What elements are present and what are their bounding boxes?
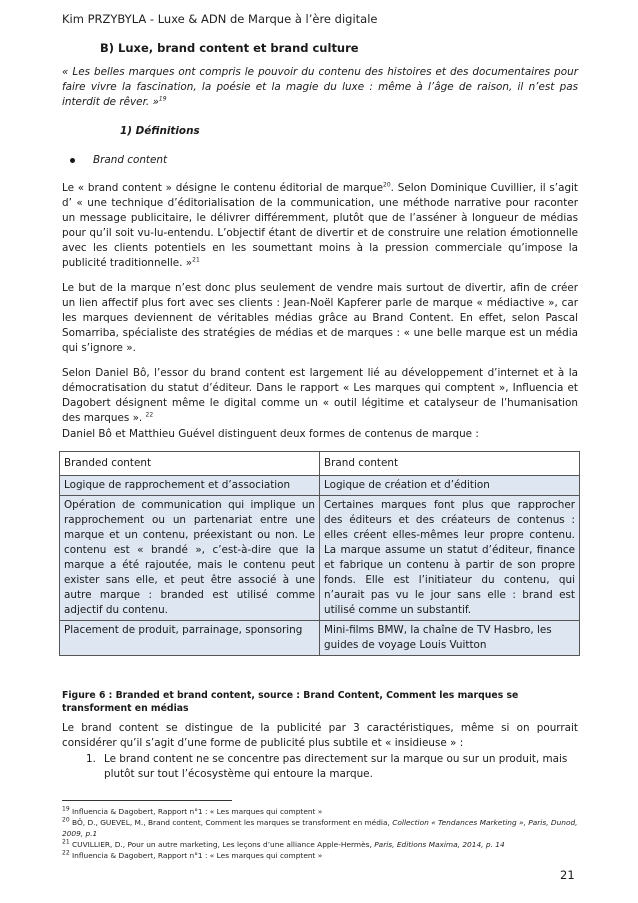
paragraph-definition xyxy=(62,181,578,271)
comparison-table xyxy=(59,451,580,656)
footnote-ref-19[interactable]: 19 xyxy=(158,95,167,103)
paragraph-characteristics: Le brand content se distingue de la publicité par 3 caractéristiques, même si on pourrait considérer qu’il s’agit d’une forme de publicité plus subtile et « insidieuse » : xyxy=(62,722,578,749)
footnote-19 xyxy=(62,806,578,817)
table-header-cell: Branded content xyxy=(60,452,320,476)
bullet-dot-icon xyxy=(70,158,75,163)
table-row xyxy=(60,621,580,656)
footnote-ref-22[interactable]: 22 xyxy=(145,411,154,419)
footnote-text: BÔ, D., GUEVEL, M., Brand content, Comment les marques se transforment en média, xyxy=(72,818,390,827)
figure-caption: Figure 6 : Branded et brand content, source : Brand Content, Comment les marques se transforment en médias xyxy=(62,690,519,714)
page-number: 21 xyxy=(560,868,575,882)
footnote-text: Influencia & Dagobert, Rapport n°1 : « Les marques qui comptent » xyxy=(72,851,323,860)
table-header-row xyxy=(60,452,580,476)
footnote-21 xyxy=(62,839,578,850)
table-cell: Certaines marques font plus que rapprocher des éditeurs et des créateurs de contenus : elles créent elles-mêmes leur propre contenu. La marque assume un statut d’éditeur, finance et fabrique un contenu à partir de son propre fonds. Elle est l’initiateur du contenu, qui n’aurait pas vu le jour sans elle : brand est utilisé comme un substantif. xyxy=(320,496,580,621)
footnote-divider xyxy=(62,800,232,801)
numbered-list xyxy=(62,752,578,782)
table-row xyxy=(60,476,580,496)
footnote-number: 20 xyxy=(62,816,70,824)
table-cell: Opération de communication qui implique un rapprochement ou un partenariat entre une marque et un contenu, préexistant ou non. Le contenu est « brandé », c’est-à-dire que la marque a été rajoutée, mais le contenu peut exister sans elle, et peut être associé à une autre marque : branded est utilisé comme adjectif du contenu. xyxy=(60,496,320,621)
footnotes xyxy=(62,806,578,861)
footnote-text: Influencia & Dagobert, Rapport n°1 : « Les marques qui comptent » xyxy=(72,807,323,816)
table-row xyxy=(60,496,580,621)
table-header-cell: Brand content xyxy=(320,452,580,476)
footnote-ref-21[interactable]: 21 xyxy=(192,256,200,264)
footnote-number: 22 xyxy=(62,849,70,857)
footnote-number: 21 xyxy=(62,838,70,846)
running-header: Kim PRZYBYLA - Luxe & ADN de Marque à l’ère digitale xyxy=(62,12,378,26)
paragraph-text: . Selon Dominique Cuvillier, il s’agit d’ « une technique d’éditorialisation de la communication, une méthode narrative pour raconter un message publicitaire, le délivrer différemment, plutôt que de l’asséner à longueur de médias pour qu’il soit vu-lu-entendu. L’objectif étant de divertir et de construire une relation émotionnelle avec les clients potentiels en les soumettant moins à la pression commerciale qu’impose la publicité traditionnelle. » xyxy=(62,182,579,269)
opening-quote xyxy=(62,65,578,110)
table-cell: Mini-films BMW, la chaîne de TV Hasbro, les guides de voyage Louis Vuitton xyxy=(320,621,580,656)
paragraph-purpose: Le but de la marque n’est donc plus seulement de vendre mais surtout de divertir, afin de créer un lien affectif plus fort avec ses clients : Jean-Noël Kapferer parle de marque « médiactive », car les marques deviennent de véritables médias grâce au Brand Content. En effet, selon Pascal Somarriba, spécialiste des stratégies de médias et de marques : « une belle marque est un média qui s’ignore ». xyxy=(62,282,578,354)
paragraph-text: Selon Daniel Bô, l’essor du brand content est largement lié au développement d’internet et à la démocratisation du statut d’éditeur. Dans le rapport « Les marques qui comptent », Influencia et Dagobert désignent même le digital comme un « outil légitime et catalyseur de l’humanisation des marques ». xyxy=(62,367,578,424)
paragraph-daniel-bo xyxy=(62,366,578,426)
section-title: B) Luxe, brand content et brand culture xyxy=(100,41,359,55)
footnote-number: 19 xyxy=(62,805,70,813)
footnote-20 xyxy=(62,817,578,839)
table-cell: Placement de produit, parrainage, sponsoring xyxy=(60,621,320,656)
bullet-label: Brand content xyxy=(93,154,168,166)
list-number: 1. xyxy=(86,753,96,765)
table-cell: Logique de création et d’édition xyxy=(320,476,580,496)
footnote-22 xyxy=(62,850,578,861)
paragraph-text: Le « brand content » désigne le contenu éditorial de marque xyxy=(62,182,384,194)
bullet-item xyxy=(70,154,167,166)
list-item: Le brand content ne se concentre pas directement sur la marque ou sur un produit, mais plutôt sur tout l’écosystème qui entoure la marque. xyxy=(104,753,568,780)
paragraph-two-forms: Daniel Bô et Matthieu Guével distinguent deux formes de contenus de marque : xyxy=(62,428,479,440)
subsection-title: 1) Définitions xyxy=(120,125,200,137)
footnote-text-italic: Collection « Tendances Marketing », Paris, Dunod, 2009, p.1 xyxy=(62,818,578,838)
footnote-text-italic: Paris, Editions Maxima, 2014, p. 14 xyxy=(374,840,505,849)
table-cell: Logique de rapprochement et d’association xyxy=(60,476,320,496)
footnote-text: CUVILLIER, D., Pour un autre marketing, Les leçons d’une alliance Apple-Hermès, xyxy=(72,840,372,849)
footnote-ref-20[interactable]: 20 xyxy=(383,181,391,189)
quote-text: « Les belles marques ont compris le pouvoir du contenu des histoires et des documentaires pour faire vivre la fascination, la poésie et la magie du luxe : même à l’âge de raison, il n’est pas interdit de rêver. » xyxy=(62,66,578,108)
